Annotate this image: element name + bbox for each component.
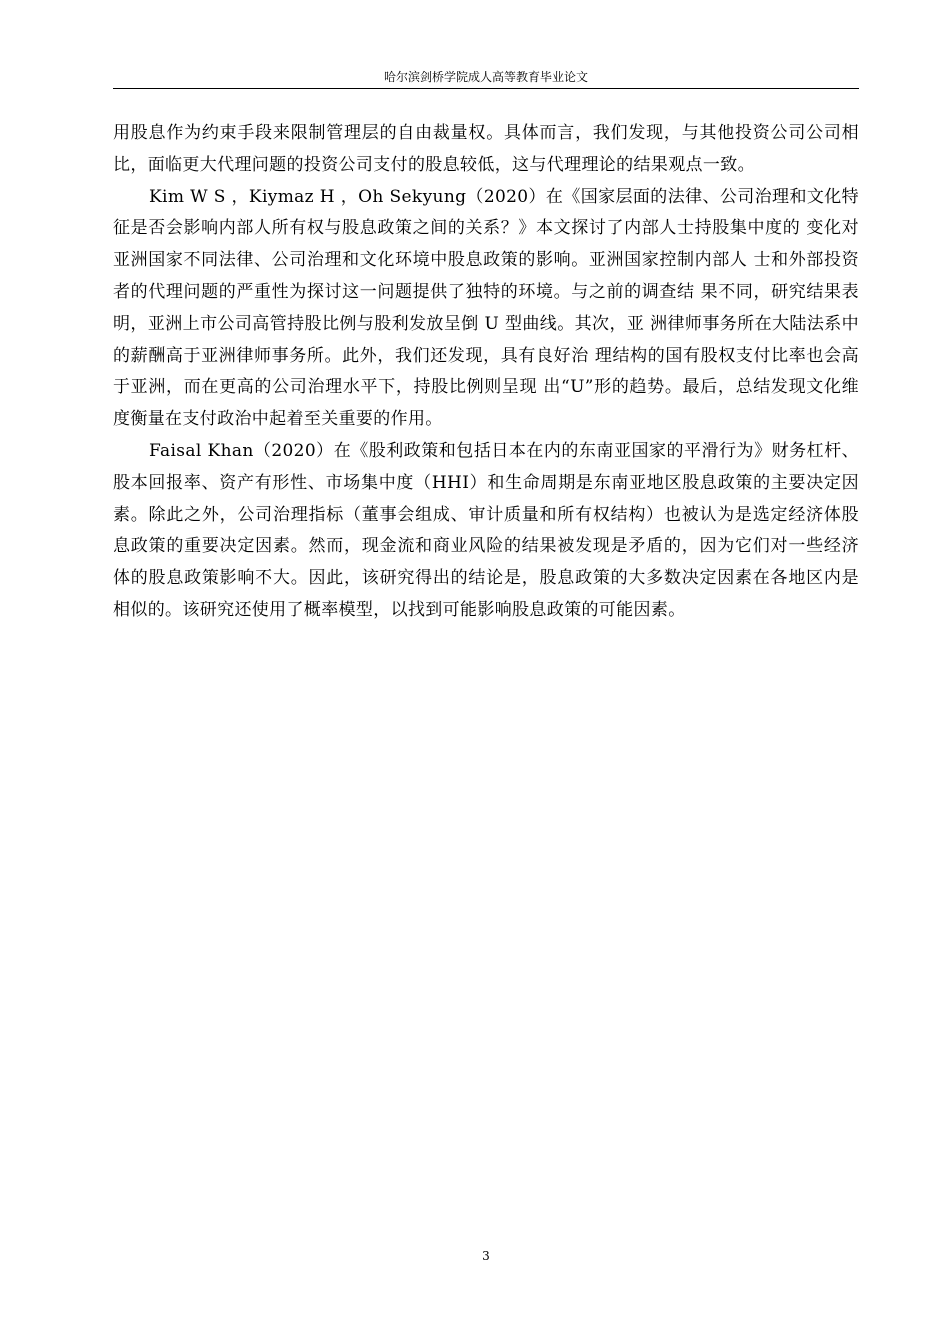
header-divider [113, 88, 859, 89]
page-header-title: 哈尔滨剑桥学院成人高等教育毕业论文 [383, 70, 588, 84]
document-body [113, 118, 859, 627]
paragraph-kim-2020: Kim W S ，Kiymaz H ，Oh Sekyung（2020）在《国家层面的法律、公司治理和文化特 征是否会影响内部人所有权与股息政策之间的关系？》本文探讨了内部人士持股集中度的 变化对亚洲国家不同法律、公司治理和文化环境中股息政策的影响。亚洲国家控制内部人 士和外部投资者的代理问题的严重性为探讨这一问题提供了独特的环境。与之前的调查结 果不同，研究结果表明，亚洲上市公司高管持股比例与股利发放呈倒 U 型曲线。其次，亚 洲律师事务所在大陆法系中的薪酬高于亚洲律师事务所。此外，我们还发现，具有良好治 理结构的国有股权支付比率也会高于亚洲，而在更高的公司治理水平下，持股比例则呈现 出“U”形的趋势。最后，总结发现文化维度衡量在支付政治中起着至关重要的作用。 [113, 186, 859, 430]
paragraph-continuation: 用股息作为约束手段来限制管理层的自由裁量权。具体而言，我们发现，与其他投资公司公司相比，面临更大代理问题的投资公司支付的股息较低，这与代理理论的结果观点一致。 [113, 123, 859, 175]
page-number: 3 [482, 1249, 490, 1263]
paragraph-khan-2020: Faisal Khan（2020）在《股利政策和包括日本在内的东南亚国家的平滑行为》财务杠杆、股本回报率、资产有形性、市场集中度（HHI）和生命周期是东南亚地区股息政策的主要决定因素。除此之外，公司治理指标（董事会组成、审计质量和所有权结构）也被认为是选定经济体股息政策的重要决定因素。然而，现金流和商业风险的结果被发现是矛盾的，因为它们对一些经济体的股息政策影响不大。因此，该研究得出的结论是，股息政策的大多数决定因素在各地区内是相似的。该研究还使用了概率模型，以找到可能影响股息政策的可能因素。 [113, 440, 859, 620]
